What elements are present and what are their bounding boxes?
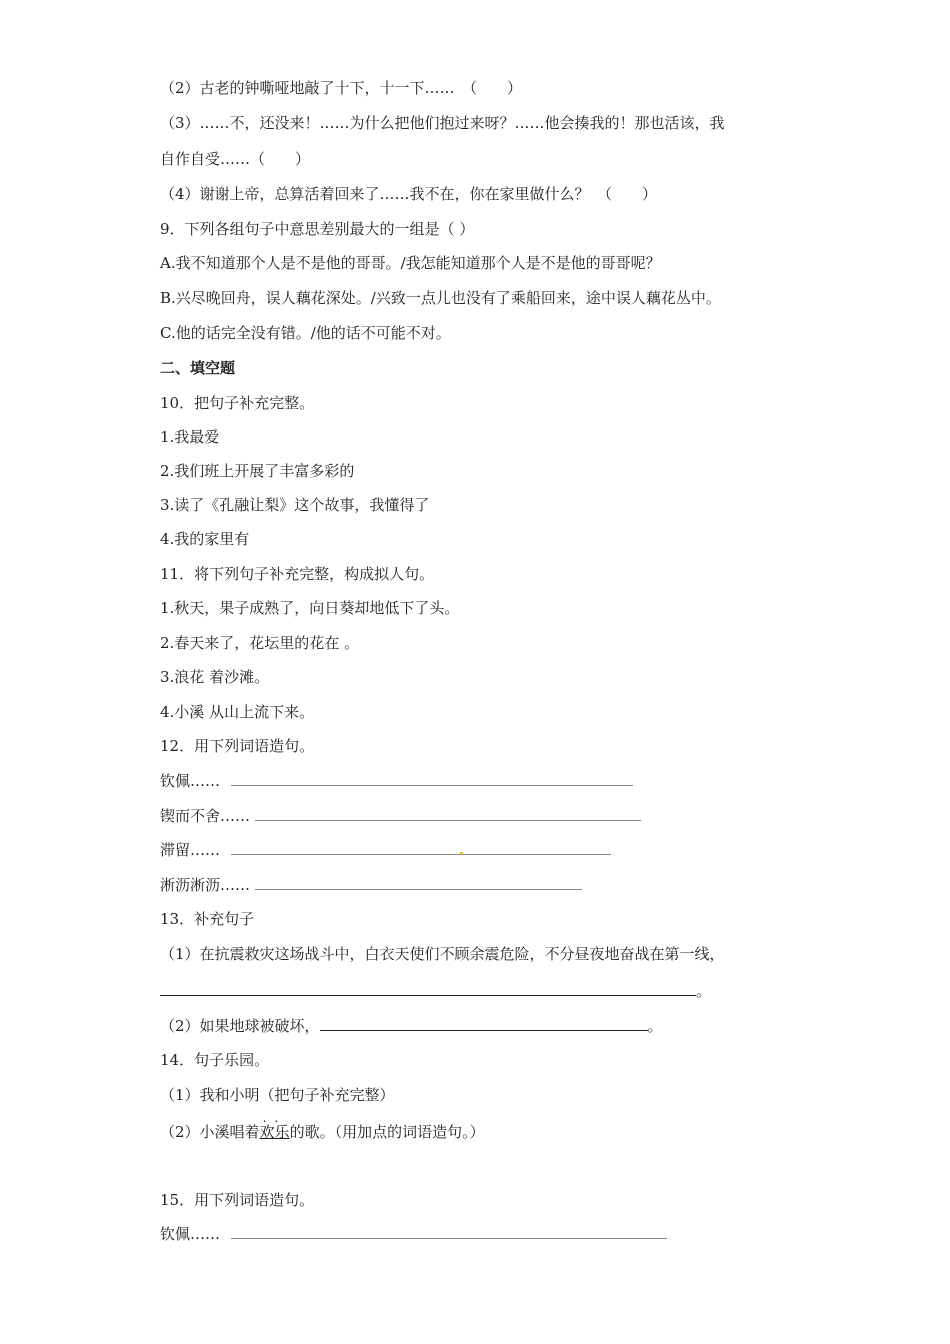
q8-item-2: （2）古老的钟嘶哑地敲了十下，十一下…… （ ）	[160, 79, 523, 97]
q12-word-1-row	[160, 771, 633, 791]
q13-answer-blank-2[interactable]	[320, 1016, 648, 1031]
q12-word-4-row	[160, 875, 582, 895]
q14-sentence-2-pre: （2）小溪唱着	[160, 1123, 260, 1141]
q12-answer-blank-4[interactable]	[255, 875, 582, 890]
q13-answer-blank-1[interactable]	[160, 981, 696, 996]
q9-stem: 9．下列各组句子中意思差别最大的一组是（ ）	[160, 220, 475, 238]
q9-option-b: B.兴尽晚回舟，误人藕花深处。/兴致一点儿也没有了乘船回来，途中误人藕花丛中。	[160, 289, 721, 307]
q12-word-2-row	[160, 806, 641, 826]
q10-sentence-4: 4.我的家里有	[160, 530, 250, 548]
q15-word-1: 钦佩……	[160, 1225, 221, 1243]
q11-stem: 11．将下列句子补充完整，构成拟人句。	[160, 565, 435, 583]
q10-sentence-3: 3.读了《孔融让梨》这个故事，我懂得了	[160, 496, 430, 514]
q12-word-1: 钦佩……	[160, 772, 221, 790]
emphasis-dots: ..	[262, 1111, 287, 1125]
q11-sentence-2: 2.春天来了，花坛里的花在 。	[160, 634, 360, 652]
section-title-fill-blank: 二、填空题	[160, 359, 236, 377]
q13-period-2: 。	[647, 1017, 663, 1035]
q12-word-4: 淅沥淅沥……	[160, 876, 251, 894]
q10-sentence-1: 1.我最爱	[160, 428, 220, 446]
q13-answer-row-1	[160, 981, 711, 1001]
q13-sentence-2-row	[160, 1016, 663, 1036]
q14-emphasized-word	[259, 1111, 290, 1141]
q14-emphasized-word-text: 欢乐	[259, 1123, 290, 1141]
q12-word-2: 锲而不舍……	[160, 807, 251, 825]
q15-stem: 15．用下列词语造句。	[160, 1191, 315, 1209]
q15-answer-blank-1[interactable]	[231, 1224, 667, 1239]
q10-stem: 10．把句子补充完整。	[160, 394, 315, 412]
q13-sentence-2: （2）如果地球被破坏，	[160, 1017, 320, 1035]
q9-option-a: A.我不知道那个人是不是他的哥哥。/我怎能知道那个人是不是他的哥哥呢？	[160, 254, 661, 272]
q11-sentence-1: 1.秋天，果子成熟了，向日葵却地低下了头。	[160, 599, 460, 617]
q13-stem: 13．补充句子	[160, 910, 255, 928]
q11-sentence-3: 3.浪花 着沙滩。	[160, 668, 270, 686]
q12-stem: 12．用下列词语造句。	[160, 737, 315, 755]
q12-word-3-row	[160, 840, 611, 860]
q8-item-3-line2: 自作自受……（ ）	[160, 150, 311, 168]
q14-sentence-2-row	[160, 1111, 485, 1142]
q13-period-1: 。	[696, 982, 712, 1000]
q15-word-1-row	[160, 1224, 667, 1244]
q10-sentence-2: 2.我们班上开展了丰富多彩的	[160, 462, 355, 480]
q8-item-4: （4）谢谢上帝，总算活着回来了……我不在，你在家里做什么？ （ ）	[160, 185, 658, 203]
q11-sentence-4: 4.小溪 从山上流下来。	[160, 703, 315, 721]
q14-sentence-1: （1）我和小明（把句子补充完整）	[160, 1086, 395, 1104]
q12-answer-blank-1[interactable]	[231, 771, 633, 786]
q12-word-3: 滞留……	[160, 841, 221, 859]
q9-option-c: C.他的话完全没有错。/他的话不可能不对。	[160, 324, 451, 342]
q13-sentence-1: （1）在抗震救灾这场战斗中，白衣天使们不顾余震危险，不分昼夜地奋战在第一线，	[160, 945, 725, 963]
q8-item-3-line1: （3）……不，还没来！……为什么把他们抱过来呀？……他会揍我的！那也活该，我	[160, 114, 725, 132]
stray-dot	[460, 852, 463, 855]
q12-answer-blank-2[interactable]	[255, 806, 641, 821]
q12-answer-blank-3[interactable]	[231, 840, 611, 855]
q14-sentence-2-post: 的歌。（用加点的词语造句。）	[289, 1123, 485, 1141]
q14-stem: 14．句子乐园。	[160, 1051, 270, 1069]
